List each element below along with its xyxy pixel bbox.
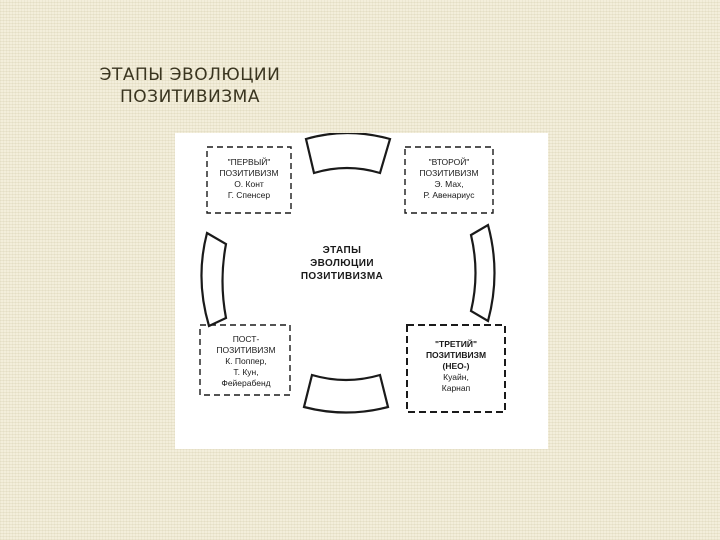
second-positivism-term: ПОЗИТИВИЗМ	[419, 168, 479, 178]
third-positivism-neo: (НЕО-)	[442, 361, 470, 371]
third-positivism-author-1: Куайн,	[443, 372, 469, 382]
post-positivism-author-3: Фейерабенд	[221, 378, 271, 388]
post-positivism-label	[203, 334, 289, 389]
center-label	[287, 244, 397, 283]
post-positivism-heading: ПОСТ-	[232, 334, 260, 344]
third-positivism-author-2: Карнап	[441, 383, 471, 393]
post-positivism-author-2: Т. Кун,	[233, 367, 259, 377]
slide-title-line-2: ПОЗИТИВИЗМА	[120, 87, 260, 107]
center-line-1: ЭТАПЫ	[322, 245, 362, 256]
first-positivism-author-1: О. Конт	[234, 179, 264, 189]
second-positivism-author-2: Р. Авенариус	[423, 190, 475, 200]
diagram-panel	[175, 133, 548, 449]
second-positivism-label	[407, 157, 491, 201]
first-positivism-author-2: Г. Спенсер	[227, 190, 271, 200]
arc-segment-bottom	[304, 375, 388, 413]
first-positivism-term: ПОЗИТИВИЗМ	[219, 168, 279, 178]
arc-segment-right	[471, 225, 495, 321]
second-positivism-author-1: Э. Мах,	[434, 179, 464, 189]
third-positivism-label	[409, 339, 503, 394]
post-positivism-term: ПОЗИТИВИЗМ	[216, 345, 276, 355]
first-positivism-label	[209, 157, 289, 201]
second-positivism-heading: "ВТОРОЙ"	[428, 157, 470, 167]
arc-segment-left	[201, 233, 226, 326]
first-positivism-heading: "ПЕРВЫЙ"	[227, 157, 271, 167]
center-line-3: ПОЗИТИВИЗМА	[300, 271, 384, 282]
center-line-2: ЭВОЛЮЦИИ	[310, 258, 374, 269]
slide-title-line-1: ЭТАПЫ ЭВОЛЮЦИИ	[99, 65, 281, 85]
arc-segment-top	[306, 133, 390, 173]
third-positivism-heading: "ТРЕТИЙ"	[434, 339, 477, 349]
slide-title	[40, 64, 340, 108]
third-positivism-term: ПОЗИТИВИЗМ	[425, 350, 487, 360]
post-positivism-author-1: К. Поппер,	[225, 356, 267, 366]
